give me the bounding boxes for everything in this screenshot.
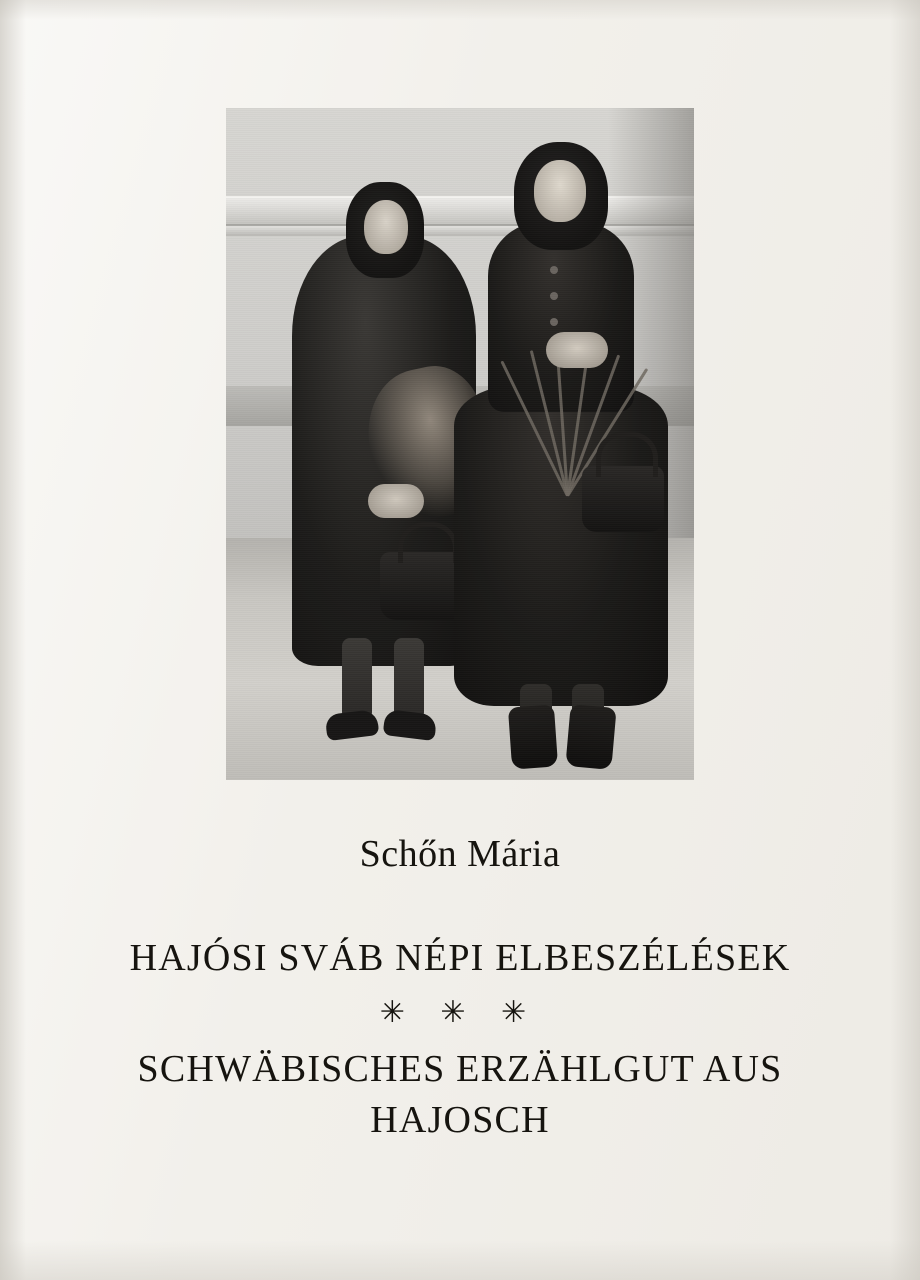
woman-left-leg-left — [342, 638, 372, 720]
title-hungarian: HAJÓSI SVÁB NÉPI ELBESZÉLÉSEK — [129, 937, 791, 979]
woman-right-face — [534, 160, 586, 222]
cover-photograph — [226, 108, 694, 780]
woman-right-hands — [546, 332, 608, 368]
title-german-line-1: SCHWÄBISCHES ERZÄHLGUT AUS — [137, 1048, 783, 1090]
title-german — [0, 1044, 920, 1147]
woman-left-hands — [368, 484, 424, 518]
cover-text-block — [0, 832, 920, 1147]
woman-right-boot-right — [565, 704, 616, 770]
title-german-line-2: HAJOSCH — [370, 1099, 550, 1142]
woman-right-handbag — [582, 466, 664, 532]
woman-left-face — [364, 200, 408, 254]
photograph-content — [226, 108, 694, 780]
woman-left-leg-right — [394, 638, 424, 720]
woman-right-figure — [454, 136, 668, 736]
woman-right-boot-left — [508, 704, 558, 769]
page-edge-bottom — [0, 1240, 920, 1280]
page-edge-top — [0, 0, 920, 20]
title-separator: ✳ ✳ ✳ — [379, 996, 541, 1029]
author-name: Schőn Mária — [359, 833, 561, 875]
